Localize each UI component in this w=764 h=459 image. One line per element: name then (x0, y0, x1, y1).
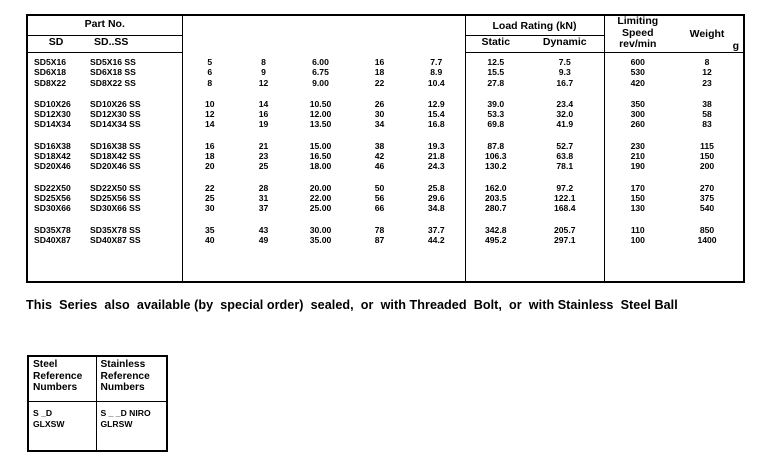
cell-speed: 130 (604, 203, 671, 213)
specification-table (26, 14, 745, 283)
cell-h: 25.00 (309, 203, 332, 214)
cell-b: 20 (182, 161, 237, 171)
cell-b: 25 (182, 193, 237, 203)
cell-static: 106.3 (465, 151, 526, 161)
cell-ss: SD20X46 SS (90, 161, 141, 172)
cell-dynamic: 168.4 (554, 203, 576, 214)
cell-weight: 115 (700, 140, 714, 151)
cell-o: 21.8 (427, 151, 445, 162)
cell-speed: 170 (604, 183, 671, 193)
cell-h: 30.00 (309, 224, 332, 235)
cell-sd: SD10X26 (34, 98, 71, 109)
cell-d: 46 (374, 161, 385, 172)
table-row (27, 141, 744, 151)
cell-d: 18 (374, 67, 385, 78)
cell-sd: SD25X56 (34, 192, 71, 203)
cell-o: 15.4 (427, 109, 445, 120)
cell-w: 37 (258, 203, 269, 214)
stainless-value-line-2: GLRSW (100, 418, 133, 429)
cell-w: 21 (258, 140, 269, 151)
cell-speed: 300 (604, 109, 671, 119)
cell-w: 49 (258, 234, 269, 245)
cell-weight: 850 (699, 224, 715, 235)
cell-speed: 260 (604, 119, 671, 129)
cell-dynamic: 97.2 (556, 182, 574, 193)
table-row (27, 57, 744, 67)
cell-sd: SD22X50 (34, 182, 71, 193)
cell-o: 25.8 (427, 182, 445, 193)
cell-o: 7.7 (430, 57, 443, 67)
steel-value-line-1: S _D (33, 408, 53, 418)
cell-o: 10.4 (427, 77, 445, 88)
cell-h: 12.00 (309, 109, 332, 120)
cell-dynamic: 122.1 (554, 192, 576, 203)
sd-ss-header: SD..SS (84, 35, 182, 52)
cell-weight: 150 (699, 151, 715, 162)
table-row (27, 67, 744, 77)
cell-b: 22 (182, 183, 237, 193)
stainless-reference-values (96, 402, 167, 452)
cell-ss: SD14X34 SS (90, 119, 141, 130)
cell-static: 15.5 (465, 67, 526, 77)
cell-ss: SD30X66 SS (90, 203, 141, 214)
cell-speed: 350 (604, 99, 671, 109)
cell-dynamic: 41.9 (556, 119, 574, 130)
static-header: Static (465, 35, 526, 52)
cell-w: 12 (258, 77, 269, 88)
cell-o: 24.3 (427, 161, 445, 172)
cell-static: 87.8 (465, 141, 526, 151)
cell-static: 162.0 (465, 183, 526, 193)
cell-dynamic: 78.1 (556, 161, 574, 172)
table-row (27, 151, 744, 161)
cell-weight: 83 (702, 119, 712, 130)
cell-sd: SD12X30 (34, 109, 71, 120)
steel-header-line-1: Steel (33, 359, 58, 370)
specification-body (27, 53, 744, 283)
weight-label: Weight (689, 28, 725, 40)
cell-speed: 600 (604, 57, 671, 67)
cell-dynamic: 32.0 (556, 109, 574, 120)
cell-b: 6 (182, 67, 237, 77)
cell-b: 30 (182, 203, 237, 213)
cell-weight: 23 (702, 77, 712, 88)
table-row (27, 193, 744, 203)
cell-o: 29.6 (427, 192, 445, 203)
cell-ss: SD35X78 SS (90, 224, 141, 235)
stainless-value-line-1: S _ _D NIRO (100, 408, 151, 418)
limiting-speed-header (604, 15, 671, 53)
cell-d: 66 (374, 203, 385, 214)
stainless-header-line-2: Reference (100, 370, 150, 382)
cell-sd: SD40X87 (34, 234, 71, 245)
cell-sd: SD14X34 (34, 119, 71, 130)
cell-static: 12.5 (465, 57, 526, 67)
cell-d: 42 (374, 151, 385, 162)
cell-static: 69.8 (465, 119, 526, 129)
cell-static: 342.8 (465, 225, 526, 235)
cell-h: 6.00 (312, 57, 329, 67)
cell-h: 16.50 (309, 151, 332, 162)
cell-static: 203.5 (465, 193, 526, 203)
cell-static: 280.7 (465, 203, 526, 213)
load-rating-header: Load Rating (kN) (465, 15, 604, 35)
cell-w: 19 (258, 119, 269, 130)
cell-sd: SD20X46 (34, 161, 71, 172)
cell-h: 18.00 (309, 161, 332, 172)
cell-sd: SD18X42 (34, 151, 71, 162)
cell-weight: 270 (699, 182, 715, 193)
cell-speed: 530 (604, 67, 671, 77)
steel-header-line-3: Numbers (33, 382, 78, 393)
cell-h: 9.00 (312, 77, 329, 88)
cell-speed: 110 (604, 225, 671, 235)
cell-d: 16 (374, 57, 385, 67)
cell-b: 40 (182, 235, 237, 245)
cell-static: 27.8 (465, 78, 526, 88)
cell-b: 35 (182, 225, 237, 235)
cell-ss: SD10X26 SS (90, 98, 141, 109)
cell-dynamic: 52.7 (556, 140, 574, 151)
stainless-header-line-3: Numbers (100, 382, 145, 393)
cell-weight: 8 (704, 57, 710, 67)
cell-w: 25 (258, 161, 269, 172)
table-row (27, 225, 744, 235)
dynamic-header: Dynamic (526, 35, 604, 52)
dimensions-spacer (182, 15, 237, 53)
stainless-header-line-1: Stainless (100, 359, 146, 370)
cell-b: 14 (182, 119, 237, 129)
cell-weight: 375 (699, 192, 715, 203)
cell-d: 34 (374, 119, 385, 130)
cell-ss: SD22X50 SS (90, 182, 141, 193)
cell-sd: SD35X78 (34, 224, 71, 235)
cell-speed: 150 (604, 193, 671, 203)
cell-w: 8 (261, 57, 266, 67)
cell-sd: SD16X38 (34, 140, 71, 151)
cell-ss: SD12X30 SS (90, 109, 141, 120)
cell-b: 8 (182, 78, 237, 88)
weight-header (671, 15, 744, 53)
cell-dynamic: 63.8 (556, 151, 574, 162)
cell-o: 12.9 (427, 98, 445, 109)
stainless-reference-header (96, 356, 167, 402)
table-row (27, 235, 744, 245)
cell-d: 26 (374, 98, 385, 109)
steel-reference-header (28, 356, 96, 402)
cell-sd: SD8X22 (34, 77, 67, 88)
cell-weight: 38 (702, 98, 712, 109)
table-row (27, 99, 744, 109)
cell-w: 28 (258, 182, 269, 193)
cell-ss: SD25X56 SS (90, 192, 141, 203)
cell-d: 22 (374, 77, 385, 88)
steel-value-line-2: GLXSW (33, 418, 65, 429)
cell-o: 8.9 (430, 67, 443, 78)
cell-d: 50 (374, 182, 385, 193)
cell-sd: SD30X66 (34, 203, 71, 214)
cell-speed: 210 (604, 151, 671, 161)
cell-static: 130.2 (465, 161, 526, 171)
cell-dynamic: 297.1 (554, 234, 576, 245)
table-row (27, 119, 744, 129)
table-row (27, 161, 744, 171)
table-row (27, 109, 744, 119)
cell-ss: SD16X38 SS (90, 140, 141, 151)
cell-h: 15.00 (309, 140, 332, 151)
cell-dynamic: 7.5 (558, 57, 571, 67)
cell-dynamic: 9.3 (558, 67, 571, 78)
cell-h: 10.50 (309, 98, 332, 109)
cell-static: 53.3 (465, 109, 526, 119)
cell-o: 44.2 (427, 234, 445, 245)
cell-d: 87 (374, 234, 385, 245)
sd-header: SD (27, 35, 84, 52)
cell-h: 13.50 (309, 119, 332, 130)
cell-o: 34.8 (427, 203, 445, 214)
cell-speed: 420 (604, 78, 671, 88)
table-row (27, 78, 744, 88)
cell-w: 9 (261, 67, 266, 78)
cell-o: 37.7 (427, 224, 445, 235)
limiting-speed-line-1: Limiting (617, 15, 659, 27)
cell-static: 39.0 (465, 99, 526, 109)
cell-w: 23 (258, 151, 269, 162)
weight-unit: g (732, 40, 740, 52)
cell-h: 35.00 (309, 234, 332, 245)
cell-b: 5 (182, 57, 237, 67)
reference-table (27, 355, 168, 452)
table-row (27, 203, 744, 213)
cell-d: 78 (374, 224, 385, 235)
table-row (27, 183, 744, 193)
cell-h: 20.00 (309, 182, 332, 193)
cell-weight: 200 (699, 161, 715, 172)
cell-b: 10 (182, 99, 237, 109)
cell-speed: 230 (604, 141, 671, 151)
cell-dynamic: 205.7 (554, 224, 576, 235)
cell-d: 38 (374, 140, 385, 151)
cell-sd: SD5X16 (34, 57, 67, 67)
cell-weight: 1400 (697, 234, 717, 245)
cell-ss: SD18X42 SS (90, 151, 141, 162)
cell-dynamic: 23.4 (556, 98, 574, 109)
cell-weight: 12 (702, 67, 712, 78)
cell-w: 14 (258, 98, 269, 109)
cell-speed: 190 (604, 161, 671, 171)
cell-w: 43 (258, 224, 269, 235)
availability-note: This Series also available (by special order) sealed, or with Threaded Bolt, or with Stainless Steel Ball (26, 298, 678, 312)
cell-ss: SD40X87 SS (90, 234, 141, 245)
cell-h: 22.00 (309, 192, 332, 203)
cell-static: 495.2 (465, 235, 526, 245)
cell-o: 19.3 (427, 140, 445, 151)
cell-h: 6.75 (312, 67, 329, 78)
cell-weight: 540 (699, 203, 715, 214)
cell-b: 12 (182, 109, 237, 119)
part-no-header: Part No. (27, 15, 182, 35)
cell-sd: SD6X18 (34, 67, 67, 78)
cell-ss: SD6X18 SS (90, 67, 136, 78)
cell-speed: 100 (604, 235, 671, 245)
cell-b: 16 (182, 141, 237, 151)
steel-reference-values (28, 402, 96, 452)
cell-d: 56 (374, 192, 385, 203)
limiting-speed-line-2: Speed (622, 26, 654, 39)
cell-ss: SD5X16 SS (90, 57, 136, 67)
cell-ss: SD8X22 SS (90, 77, 136, 88)
cell-d: 30 (374, 109, 385, 120)
cell-dynamic: 16.7 (556, 77, 574, 88)
steel-header-line-2: Reference (33, 370, 83, 382)
limiting-speed-line-3: rev/min (619, 38, 657, 50)
cell-o: 16.8 (427, 119, 445, 130)
cell-weight: 58 (702, 109, 712, 120)
cell-b: 18 (182, 151, 237, 161)
cell-w: 16 (258, 109, 269, 120)
cell-w: 31 (258, 192, 269, 203)
